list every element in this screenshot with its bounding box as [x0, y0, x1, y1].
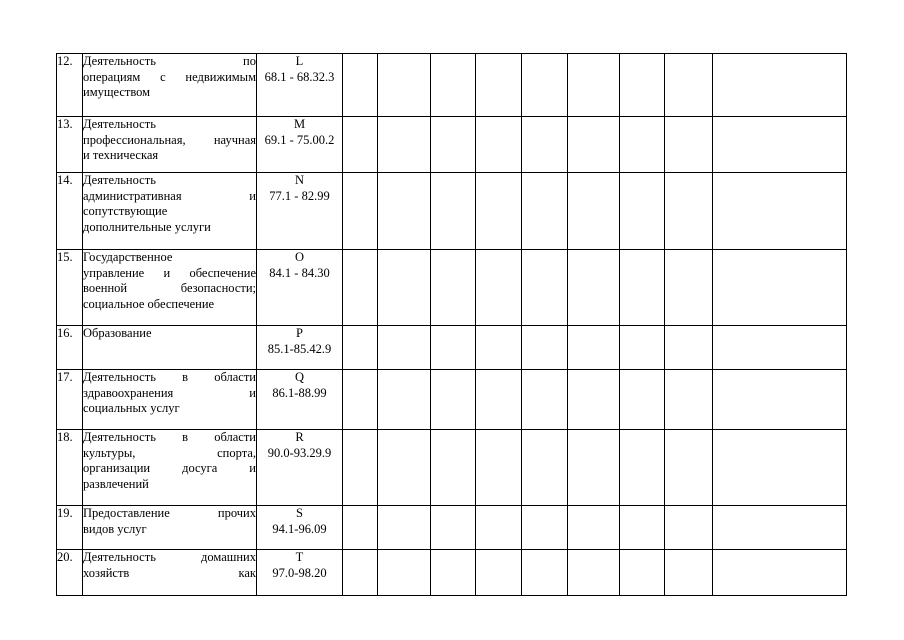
empty-cell — [568, 117, 620, 173]
empty-cell — [713, 54, 847, 117]
empty-cell — [476, 506, 522, 550]
row-number: 13. — [57, 117, 83, 173]
empty-cell — [476, 550, 522, 596]
table-row — [57, 54, 847, 117]
activity-name-line: организации досуга и — [83, 461, 256, 476]
row-number: 12. — [57, 54, 83, 117]
activity-name-line: профессиональная, научная — [83, 132, 256, 147]
activity-name-line: Государственное — [83, 250, 173, 264]
empty-cell — [476, 117, 522, 173]
okved-code — [257, 370, 343, 430]
activity-name-line: Деятельность — [83, 117, 156, 131]
activity-name-line: социальных услуг — [83, 401, 180, 416]
okved-table — [56, 53, 847, 596]
section-letter: N — [294, 173, 305, 187]
code-range: 86.1-88.99 — [272, 385, 327, 400]
empty-cell — [522, 370, 568, 430]
empty-cell — [713, 506, 847, 550]
activity-name-line: имуществом — [83, 85, 151, 100]
empty-cell — [713, 550, 847, 596]
empty-cell — [522, 326, 568, 370]
activity-name — [83, 550, 257, 596]
empty-cell — [343, 326, 378, 370]
empty-cell — [343, 173, 378, 250]
empty-cell — [378, 54, 431, 117]
empty-cell — [568, 326, 620, 370]
row-number: 20. — [57, 550, 83, 596]
table-row — [57, 173, 847, 250]
activity-name-line: военной безопасности; — [83, 281, 256, 296]
row-number: 15. — [57, 250, 83, 326]
empty-cell — [620, 430, 665, 506]
empty-cell — [343, 117, 378, 173]
empty-cell — [476, 54, 522, 117]
activity-name-line: Деятельность в области — [83, 370, 256, 384]
empty-cell — [522, 54, 568, 117]
code-range: 85.1-85.42.9 — [267, 341, 332, 356]
empty-cell — [431, 54, 476, 117]
section-letter: P — [296, 326, 303, 340]
code-range: 90.0-93.29.9 — [267, 445, 332, 460]
activity-name-line: здравоохранения и — [83, 385, 256, 400]
empty-cell — [620, 370, 665, 430]
empty-cell — [343, 550, 378, 596]
empty-cell — [713, 326, 847, 370]
empty-cell — [522, 506, 568, 550]
section-letter: S — [296, 506, 303, 520]
table-row — [57, 506, 847, 550]
section-letter: M — [293, 117, 306, 131]
activity-name-line: и техническая — [83, 148, 159, 163]
empty-cell — [665, 506, 713, 550]
empty-cell — [522, 250, 568, 326]
empty-cell — [665, 550, 713, 596]
empty-cell — [476, 430, 522, 506]
activity-name-line: административная и — [83, 188, 256, 203]
empty-cell — [620, 117, 665, 173]
empty-cell — [476, 173, 522, 250]
okved-code — [257, 117, 343, 173]
activity-name — [83, 54, 257, 117]
empty-cell — [431, 506, 476, 550]
row-number: 17. — [57, 370, 83, 430]
empty-cell — [620, 550, 665, 596]
activity-name-line: Деятельность домашних — [83, 550, 256, 564]
empty-cell — [713, 250, 847, 326]
empty-cell — [476, 370, 522, 430]
empty-cell — [522, 550, 568, 596]
empty-cell — [713, 430, 847, 506]
activity-name-line: Деятельность — [83, 173, 156, 187]
section-letter: Q — [294, 370, 305, 384]
empty-cell — [568, 250, 620, 326]
activity-name-line: Деятельность в области — [83, 430, 256, 444]
table-row — [57, 326, 847, 370]
empty-cell — [343, 430, 378, 506]
activity-name-line: культуры, спорта, — [83, 445, 256, 460]
activity-name-line: сопутствующие — [83, 204, 168, 219]
empty-cell — [378, 370, 431, 430]
table-body — [57, 54, 847, 596]
empty-cell — [522, 430, 568, 506]
empty-cell — [568, 54, 620, 117]
activity-name — [83, 326, 257, 370]
okved-code — [257, 173, 343, 250]
row-number: 18. — [57, 430, 83, 506]
table-row — [57, 370, 847, 430]
empty-cell — [378, 117, 431, 173]
section-letter: L — [295, 54, 304, 68]
table-row — [57, 550, 847, 596]
activity-name — [83, 430, 257, 506]
okved-code — [257, 54, 343, 117]
activity-name — [83, 173, 257, 250]
empty-cell — [431, 430, 476, 506]
empty-cell — [378, 250, 431, 326]
empty-cell — [522, 173, 568, 250]
row-number: 16. — [57, 326, 83, 370]
okved-code — [257, 326, 343, 370]
empty-cell — [568, 430, 620, 506]
okved-code — [257, 506, 343, 550]
row-number: 19. — [57, 506, 83, 550]
empty-cell — [378, 506, 431, 550]
activity-name-line: развлечений — [83, 476, 149, 491]
empty-cell — [431, 117, 476, 173]
activity-name-line: операциям с недвижимым — [83, 69, 256, 84]
empty-cell — [431, 550, 476, 596]
empty-cell — [343, 250, 378, 326]
empty-cell — [620, 250, 665, 326]
empty-cell — [343, 54, 378, 117]
empty-cell — [665, 430, 713, 506]
empty-cell — [713, 173, 847, 250]
activity-name — [83, 506, 257, 550]
activity-name-line: социальное обеспечение — [83, 296, 215, 311]
table-row — [57, 250, 847, 326]
activity-name-line: Деятельность по — [83, 54, 256, 68]
okved-code — [257, 550, 343, 596]
empty-cell — [713, 370, 847, 430]
empty-cell — [476, 326, 522, 370]
empty-cell — [620, 326, 665, 370]
empty-cell — [568, 173, 620, 250]
empty-cell — [665, 250, 713, 326]
code-range: 77.1 - 82.99 — [269, 188, 330, 203]
section-letter: R — [295, 430, 304, 444]
code-range: 68.1 - 68.32.3 — [264, 69, 335, 84]
empty-cell — [343, 506, 378, 550]
empty-cell — [713, 117, 847, 173]
activity-name-line: Предоставление прочих — [83, 506, 256, 520]
code-range: 94.1-96.09 — [272, 521, 327, 536]
activity-name-line: управление и обеспечение — [83, 265, 256, 280]
empty-cell — [343, 370, 378, 430]
empty-cell — [378, 173, 431, 250]
empty-cell — [568, 550, 620, 596]
empty-cell — [431, 370, 476, 430]
empty-cell — [665, 54, 713, 117]
empty-cell — [665, 117, 713, 173]
empty-cell — [378, 430, 431, 506]
empty-cell — [378, 326, 431, 370]
empty-cell — [476, 250, 522, 326]
empty-cell — [620, 506, 665, 550]
empty-cell — [568, 370, 620, 430]
code-range: 84.1 - 84.30 — [269, 265, 330, 280]
empty-cell — [568, 506, 620, 550]
empty-cell — [431, 250, 476, 326]
activity-name-line: видов услуг — [83, 521, 147, 536]
table-row — [57, 430, 847, 506]
activity-name — [83, 250, 257, 326]
empty-cell — [522, 117, 568, 173]
empty-cell — [620, 54, 665, 117]
row-number: 14. — [57, 173, 83, 250]
code-range: 97.0-98.20 — [272, 565, 327, 580]
empty-cell — [431, 173, 476, 250]
activity-name-line: хозяйств как — [83, 565, 256, 580]
empty-cell — [378, 550, 431, 596]
section-letter: T — [295, 550, 304, 564]
empty-cell — [665, 326, 713, 370]
okved-code — [257, 250, 343, 326]
empty-cell — [620, 173, 665, 250]
code-range: 69.1 - 75.00.2 — [264, 132, 335, 147]
activity-name-line: дополнительные услуги — [83, 219, 211, 234]
section-letter: O — [294, 250, 305, 264]
table-row — [57, 117, 847, 173]
empty-cell — [665, 370, 713, 430]
empty-cell — [431, 326, 476, 370]
okved-code — [257, 430, 343, 506]
activity-name-line: Образование — [83, 326, 152, 340]
empty-cell — [665, 173, 713, 250]
activity-name — [83, 370, 257, 430]
activity-name — [83, 117, 257, 173]
